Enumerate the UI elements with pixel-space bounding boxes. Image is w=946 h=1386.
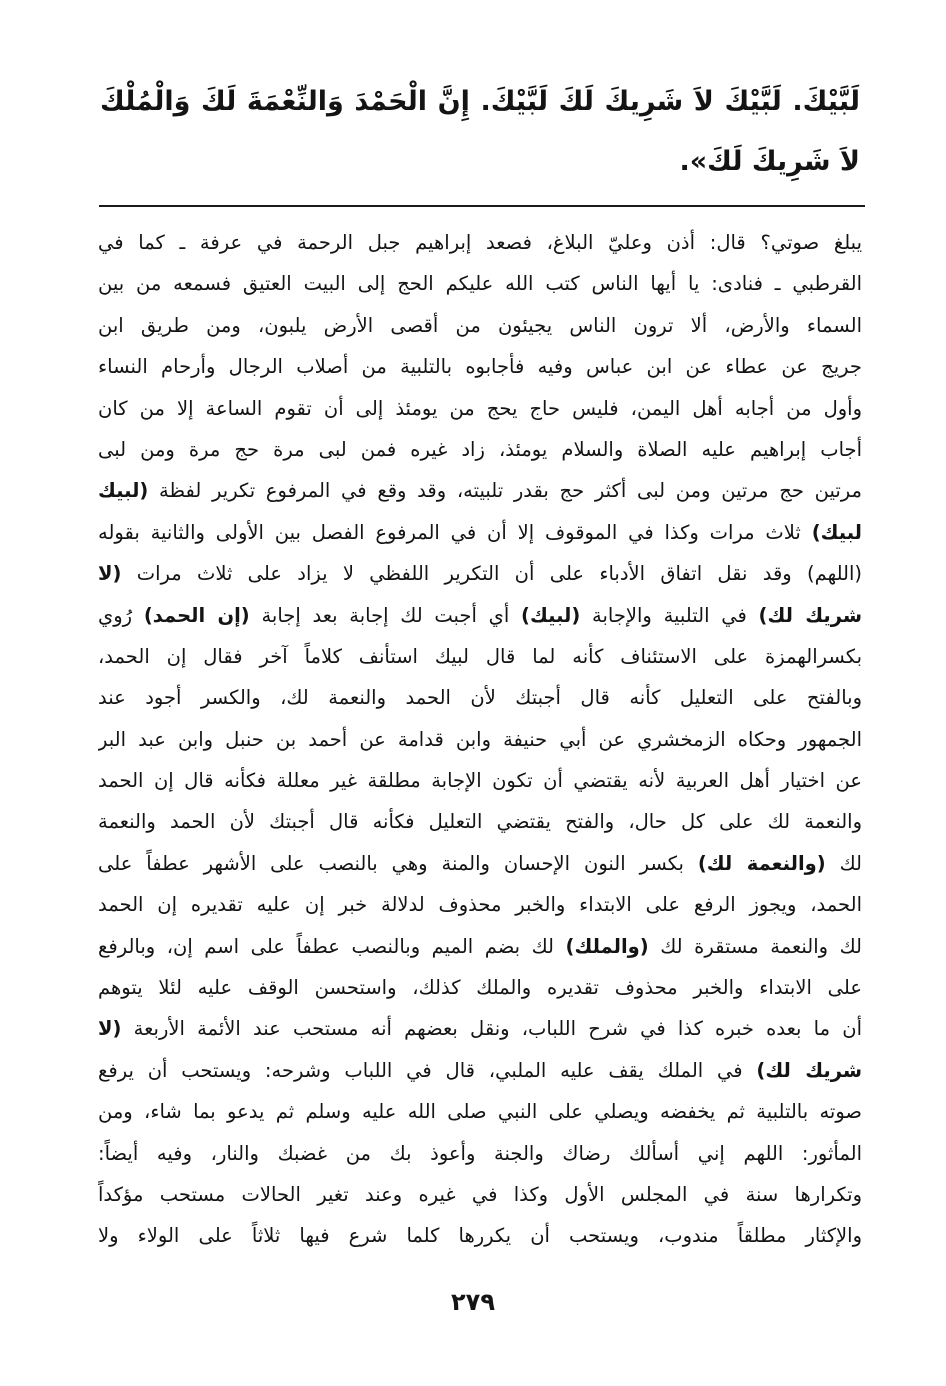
commentary-line: على الابتداء والخبر محذوف تقديره والملك كذلك، واستحسن الوقف عليه لئلا يتوهم — [98, 976, 862, 1000]
commentary-line: وأول من أجابه أهل اليمن، فليس حاج يحج من يومئذ إلى أن تقوم الساعة إلا من كان — [98, 396, 862, 420]
commentary-line — [98, 843, 862, 884]
commentary-block — [98, 222, 862, 1257]
commentary-line: المأثور: اللهم إني أسألك رضاك والجنة وأعوذ بك من غضبك والنار، وفيه أيضاً: — [98, 1141, 862, 1165]
quoted-phrase: شريك لك) — [756, 1058, 862, 1082]
quoted-phrase: شريك لك) — [758, 603, 862, 627]
commentary-line: بكسرالهمزة على الاستئناف كأنه لما قال لبيك استأنف كلاماً آخر فقال إن الحمد، — [98, 644, 862, 668]
commentary-line: يبلغ صوتي؟ قال: أذن وعليّ البلاغ، فصعد إبراهيم جبل الرحمة في عرفة ـ كما في — [98, 231, 862, 254]
line-text: في التلبية والإجابة — [592, 603, 747, 627]
commentary-line — [98, 553, 862, 594]
line-text: مرتين حج مرتين ومن لبى أكثر حج بقدر تلبيته، وقد وقع في المرفوع تكرير لفظة — [159, 479, 862, 503]
quoted-phrase: (لبيك) — [521, 603, 581, 627]
commentary-line: والنعمة لك على كل حال، والفتح يقتضي التعليل فكأنه قال أجبتك لأن الحمد والنعمة — [98, 810, 862, 834]
line-text: (اللهم) وقد نقل اتفاق الأدباء على أن التكرير اللفظي لا يزاد على ثلاث مرات — [136, 562, 862, 586]
commentary-line: الحمد، ويجوز الرفع على الابتداء والخبر محذوف لدلالة خبر إن عليه تقديره إن الحمد — [98, 893, 862, 917]
quoted-phrase: (لبيك — [98, 479, 149, 503]
quoted-phrase: (لا — [98, 562, 122, 586]
line-text: أي أجبت لك إجابة بعد إجابة — [261, 603, 510, 627]
commentary-line — [98, 470, 862, 511]
commentary-line: أجاب إبراهيم عليه الصلاة والسلام يومئذ، زاد غيره فمن لبى مرة حج مرة ومن لبى — [98, 437, 862, 461]
commentary-line — [98, 1050, 862, 1091]
commentary-line — [98, 512, 862, 553]
line-text: ثلاث مرات وكذا في الموقوف إلا أن في المرفوع الفصل بين الأولى والثانية بقوله — [98, 520, 801, 544]
commentary-line: صوته بالتلبية ثم يخفضه ويصلي على النبي صلى الله عليه وسلم ثم يدعو بما شاء، ومن — [98, 1100, 862, 1124]
commentary-line: وبالفتح على التعليل كأنه قال أجبتك لأن الحمد والنعمة لك، والكسر أجود عند — [98, 686, 862, 710]
commentary-line: الجمهور وحكاه الزمخشري عن أبي حنيفة وابن قدامة عن أحمد بن حنبل وابن عبد البر — [98, 727, 862, 751]
line-text: لك بضم الميم وبالنصب عطفاً على اسم إن، وبالرفع — [98, 934, 554, 958]
commentary-line: السماء والأرض، ألا ترون الناس يجيئون من أقصى الأرض يلبون، ومن طريق ابن — [98, 313, 862, 337]
quoted-phrase: (والنعمة لك) — [697, 851, 826, 875]
commentary-line: جريج عن عطاء عن ابن عباس وفيه فأجابوه بالتلبية من أصلاب الرجال وأرحام النساء — [98, 355, 862, 379]
commentary-line: القرطبي ـ فنادى: يا أيها الناس كتب الله عليكم الحج إلى البيت العتيق فسمعه من بين — [98, 272, 862, 296]
commentary-line — [98, 1008, 862, 1049]
quoted-phrase: (والملك) — [565, 934, 649, 958]
commentary-line — [98, 595, 862, 636]
commentary-line: والإكثار مطلقاً مندوب، ويستحب أن يكررها كلما شرع فيها ثلاثاً على الولاء ولا — [98, 1224, 862, 1248]
commentary-line — [98, 926, 862, 967]
quoted-phrase: (لا — [98, 1017, 122, 1041]
quoted-phrase: لبيك) — [811, 520, 862, 544]
line-text: بكسر النون الإحسان والمنة وهي بالنصب على الأشهر عطفاً على — [98, 851, 684, 875]
quoted-phrase: (إن الحمد) — [143, 603, 250, 627]
line-text: في الملك يقف عليه الملبي، قال في اللباب وشرحه: ويستحب أن يرفع — [98, 1058, 743, 1082]
line-text: رُوي — [98, 603, 133, 627]
page-number: ٢٧٩ — [451, 1288, 495, 1316]
line-text: لك — [839, 851, 862, 875]
hadith-text: لَبَّيْكَ. لَبَّيْكَ لاَ شَرِيكَ لَكَ لَبَّيْكَ. إِنَّ الْحَمْدَ وَالنِّعْمَةَ لَكَ وَالْمُلْكَ لاَ شَرِيكَ لَكَ». — [100, 86, 860, 177]
commentary-line: وتكرارها سنة في المجلس الأول وكذا في غيره وعند تغير الحالات مستحب مؤكداً — [98, 1182, 862, 1206]
footnote-divider — [99, 205, 865, 207]
line-text: لك والنعمة مستقرة لك — [660, 934, 862, 958]
line-text: أن ما بعده خبره كذا في شرح اللباب، ونقل بعضهم أنه مستحب عند الأئمة الأربعة — [133, 1017, 862, 1041]
commentary-line: عن اختيار أهل العربية لأنه يقتضي أن تكون الإجابة مطلقة غير معللة فكأنه قال إن الحمد — [98, 769, 862, 793]
